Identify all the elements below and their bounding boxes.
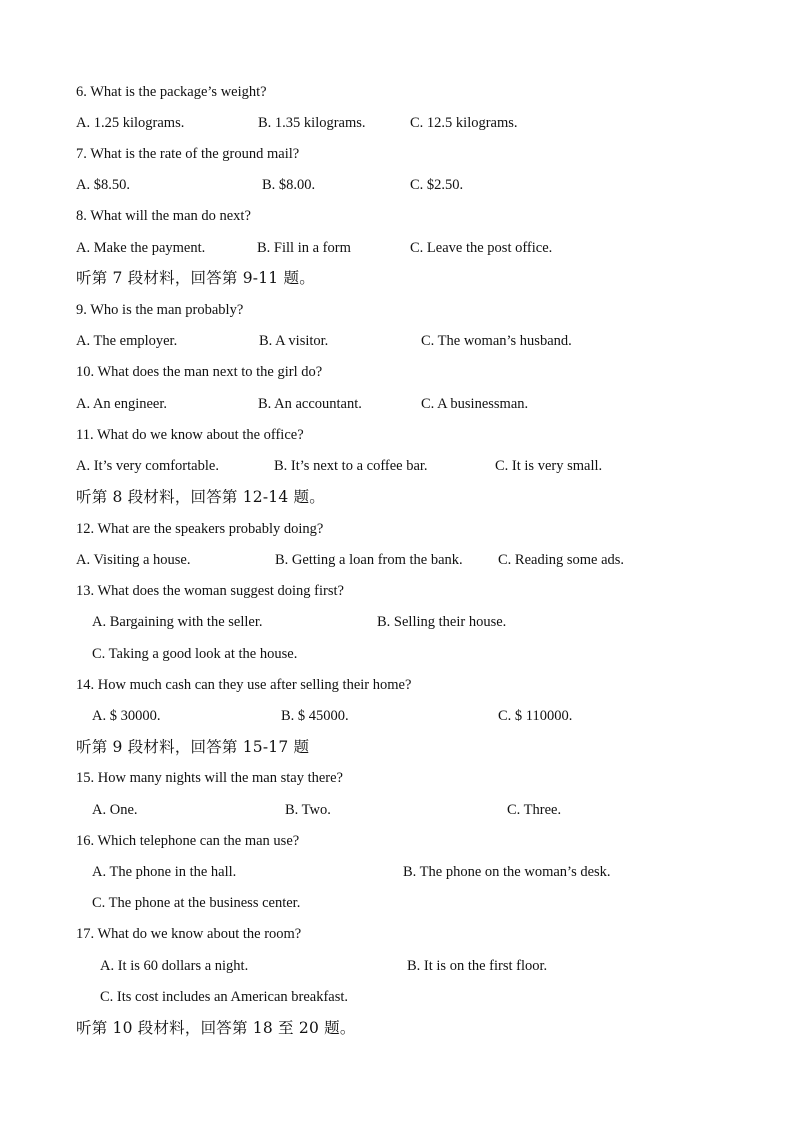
options-6 xyxy=(0,112,794,134)
option-c: C. Leave the post office. xyxy=(410,240,553,256)
option-c: C. $2.50. xyxy=(410,177,464,193)
question-11 xyxy=(0,424,794,446)
option-b: B. It is on the first floor. xyxy=(407,958,548,974)
section-heading-10 xyxy=(0,1017,794,1039)
section-heading: 听第 9 段材料，回答第 15-17 题 xyxy=(76,738,310,756)
option-a: A. $ 30000. xyxy=(92,708,161,724)
question-text: 14. How much cash can they use after selling their home? xyxy=(76,677,412,693)
question-13 xyxy=(0,580,794,602)
question-text: 10. What does the man next to the girl do? xyxy=(76,364,323,380)
section-heading-9 xyxy=(0,736,794,758)
options-13-c xyxy=(0,643,794,665)
question-text: 9. Who is the man probably? xyxy=(76,302,244,318)
options-9 xyxy=(0,330,794,352)
options-8 xyxy=(0,237,794,259)
option-a: A. It’s very comfortable. xyxy=(76,458,219,474)
option-b: B. $8.00. xyxy=(262,177,316,193)
option-a: A. Make the payment. xyxy=(76,240,206,256)
option-b: B. Two. xyxy=(285,802,331,818)
question-text: 6. What is the package’s weight? xyxy=(76,84,267,100)
option-c: C. A businessman. xyxy=(421,396,529,412)
options-17-ab xyxy=(0,955,794,977)
option-a: A. Bargaining with the seller. xyxy=(92,614,263,630)
question-6 xyxy=(0,81,794,103)
option-c: C. Taking a good look at the house. xyxy=(92,646,298,662)
options-16-c xyxy=(0,892,794,914)
option-b: B. Selling their house. xyxy=(377,614,507,630)
option-c: C. Reading some ads. xyxy=(498,552,625,568)
option-b: B. A visitor. xyxy=(259,333,329,349)
option-c: C. 12.5 kilograms. xyxy=(410,115,518,131)
option-b: B. An accountant. xyxy=(258,396,362,412)
option-a: A. $8.50. xyxy=(76,177,130,193)
option-a: A. It is 60 dollars a night. xyxy=(100,958,249,974)
section-heading: 听第 7 段材料，回答第 9-11 题。 xyxy=(76,269,315,287)
option-c: C. Three. xyxy=(507,802,562,818)
section-heading: 听第 8 段材料，回答第 12-14 题。 xyxy=(76,488,325,506)
option-b: B. Fill in a form xyxy=(257,240,351,256)
question-17 xyxy=(0,923,794,945)
section-heading-8 xyxy=(0,486,794,508)
question-text: 7. What is the rate of the ground mail? xyxy=(76,146,300,162)
options-15 xyxy=(0,799,794,821)
options-13-ab xyxy=(0,611,794,633)
option-c: C. The phone at the business center. xyxy=(92,895,301,911)
options-10 xyxy=(0,393,794,415)
options-11 xyxy=(0,455,794,477)
question-14 xyxy=(0,674,794,696)
option-b: B. It’s next to a coffee bar. xyxy=(274,458,428,474)
option-a: A. The phone in the hall. xyxy=(92,864,237,880)
question-text: 8. What will the man do next? xyxy=(76,208,251,224)
section-heading: 听第 10 段材料，回答第 18 至 20 题。 xyxy=(76,1019,356,1037)
option-a: A. An engineer. xyxy=(76,396,168,412)
question-text: 16. Which telephone can the man use? xyxy=(76,833,300,849)
option-c: C. The woman’s husband. xyxy=(421,333,572,349)
question-text: 12. What are the speakers probably doing? xyxy=(76,521,324,537)
section-heading-7 xyxy=(0,267,794,289)
option-a: A. One. xyxy=(92,802,138,818)
question-8 xyxy=(0,205,794,227)
question-16 xyxy=(0,830,794,852)
question-10 xyxy=(0,361,794,383)
option-a: A. The employer. xyxy=(76,333,178,349)
option-b: B. $ 45000. xyxy=(281,708,349,724)
option-b: B. The phone on the woman’s desk. xyxy=(403,864,611,880)
option-b: B. 1.35 kilograms. xyxy=(258,115,366,131)
option-b: B. Getting a loan from the bank. xyxy=(275,552,463,568)
question-15 xyxy=(0,767,794,789)
option-c: C. $ 110000. xyxy=(498,708,573,724)
question-7 xyxy=(0,143,794,165)
option-a: A. 1.25 kilograms. xyxy=(76,115,185,131)
option-c: C. It is very small. xyxy=(495,458,603,474)
option-a: A. Visiting a house. xyxy=(76,552,191,568)
options-16-ab xyxy=(0,861,794,883)
question-text: 17. What do we know about the room? xyxy=(76,926,302,942)
options-12 xyxy=(0,549,794,571)
options-7 xyxy=(0,174,794,196)
question-9 xyxy=(0,299,794,321)
option-c: C. Its cost includes an American breakfast. xyxy=(100,989,349,1005)
options-14 xyxy=(0,705,794,727)
options-17-c xyxy=(0,986,794,1008)
question-12 xyxy=(0,518,794,540)
question-text: 11. What do we know about the office? xyxy=(76,427,304,443)
question-text: 15. How many nights will the man stay there? xyxy=(76,770,343,786)
question-text: 13. What does the woman suggest doing first? xyxy=(76,583,344,599)
